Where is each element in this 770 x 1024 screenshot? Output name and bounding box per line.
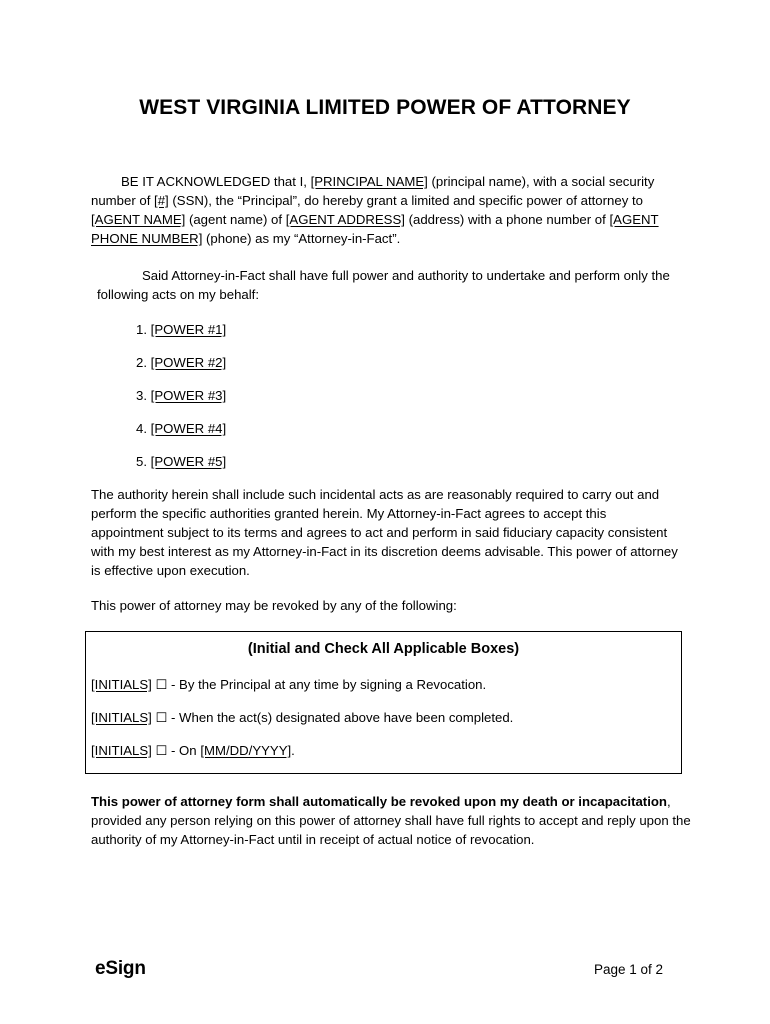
checkbox-icon[interactable]: ☐	[155, 710, 168, 725]
list-item: 1. [POWER #1]	[136, 322, 227, 337]
list-item: 4. [POWER #4]	[136, 421, 227, 436]
list-item: 2. [POWER #2]	[136, 355, 227, 370]
date-field[interactable]: [MM/DD/YYYY]	[200, 743, 292, 758]
power-3-field[interactable]: [POWER #3]	[150, 388, 227, 403]
principal-name-field[interactable]: [PRINCIPAL NAME]	[310, 174, 428, 189]
box-title: (Initial and Check All Applicable Boxes)	[247, 641, 520, 657]
power-2-field[interactable]: [POWER #2]	[150, 355, 227, 370]
incidental-acts-paragraph: The authority herein shall include such incidental acts as are reasonably required to carry out and perform the specific authorities granted herein. My Attorney-in-Fact agrees to accept this appointment subject to its terms and agrees to act and perform in said fiduciary capacity consistent with my best interest as my Attorney-in-Fact in its discretion deems advisable. This power of attorney is effective upon execution.	[91, 487, 678, 578]
initials-field[interactable]: [INITIALS]	[91, 710, 152, 725]
checkbox-icon[interactable]: ☐	[155, 743, 168, 758]
power-4-field[interactable]: [POWER #4]	[150, 421, 227, 436]
power-1-field[interactable]: [POWER #1]	[150, 322, 227, 337]
agent-address-field[interactable]: [AGENT ADDRESS]	[285, 212, 405, 227]
authority-paragraph: Said Attorney-in-Fact shall have full power and authority to undertake and perform only the following acts on my behalf:	[97, 268, 670, 302]
list-item: 5. [POWER #5]	[136, 454, 227, 469]
esign-logo: eSign	[95, 958, 146, 979]
initials-field[interactable]: [INITIALS]	[91, 743, 152, 758]
revocation-options-box	[85, 631, 682, 774]
document-title: WEST VIRGINIA LIMITED POWER OF ATTORNEY	[139, 96, 631, 119]
list-item: 3. [POWER #3]	[136, 388, 227, 403]
revocation-intro: This power of attorney may be revoked by any of the following:	[91, 598, 457, 613]
revocation-option-signing: [INITIALS] ☐ - By the Principal at any time by signing a Revocation.	[91, 677, 487, 692]
ssn-field[interactable]: [#]	[154, 193, 169, 208]
agent-name-field[interactable]: [AGENT NAME]	[91, 212, 186, 227]
revocation-option-completed: [INITIALS] ☐ - When the act(s) designated above have been completed.	[91, 710, 514, 725]
acknowledgement-paragraph: BE IT ACKNOWLEDGED that I, [PRINCIPAL NAME] (principal name), with a social security number of [#] (SSN), the “Principal”, do hereby grant a limited and specific power of attorney to [AGENT NAME] (agent name) of [AGENT ADDRESS] (address) with a phone number of [AGENT PHONE NUMBER] (phone) as my “Attorney-in-Fact”.	[91, 174, 659, 246]
powers-list	[136, 320, 226, 485]
automatic-revocation-paragraph: This power of attorney form shall automatically be revoked upon my death or incapacitation, provided any person relying on this power of attorney shall have full rights to accept and reply upon the authority of my Attorney-in-Fact until in receipt of actual notice of revocation.	[91, 794, 691, 847]
agent-phone-field[interactable]: [AGENT PHONE NUMBER]	[91, 212, 659, 246]
page-number: Page 1 of 2	[594, 962, 664, 977]
revocation-option-date: [INITIALS] ☐ - On [MM/DD/YYYY].	[91, 743, 295, 758]
power-5-field[interactable]: [POWER #5]	[150, 454, 227, 469]
checkbox-icon[interactable]: ☐	[155, 677, 168, 692]
initials-field[interactable]: [INITIALS]	[91, 677, 152, 692]
